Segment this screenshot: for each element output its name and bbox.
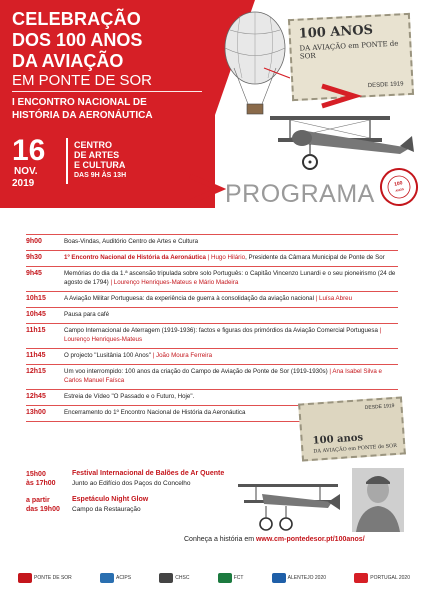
title-line-2: DOS 100 ANOS bbox=[12, 30, 143, 50]
program-row bbox=[26, 307, 398, 323]
logo-mark-icon bbox=[218, 573, 232, 583]
event-2-time-line1: a partir bbox=[26, 497, 50, 504]
program-text: Campo Internacional de Aterragem (1919-1936): factos e figuras dos primórdios da Aviação Comercial Portuguesa bbox=[64, 326, 378, 334]
stamp-top-title: 100 ANOS bbox=[298, 22, 374, 42]
program-speaker: | Hugo Hilário bbox=[205, 253, 246, 261]
logo-mark-icon bbox=[100, 573, 114, 583]
program-time: 9h00 bbox=[26, 238, 42, 245]
stamp-100-anos-mid bbox=[298, 396, 406, 461]
program-time: 11h15 bbox=[26, 326, 46, 334]
event-1-title: Festival Internacional de Balões de Ar Quente bbox=[72, 470, 225, 477]
program-time: 10h45 bbox=[26, 310, 46, 318]
title-line-4: EM PONTE DE SOR bbox=[12, 72, 153, 89]
program-time: 9h30 bbox=[26, 253, 42, 261]
program-time: 9h45 bbox=[26, 269, 42, 277]
sponsor-logo bbox=[272, 573, 326, 583]
sponsor-logo bbox=[100, 573, 131, 583]
chevron-arrow-icon bbox=[318, 82, 362, 110]
date-year: 2019 bbox=[12, 178, 35, 189]
program-row bbox=[26, 234, 398, 250]
program-speaker: | João Moura Ferreira bbox=[150, 351, 213, 359]
program-description bbox=[64, 352, 398, 361]
program-time: 13h00 bbox=[26, 408, 46, 416]
venue-line-1: CENTRO bbox=[74, 140, 112, 150]
event-1-time bbox=[26, 470, 56, 489]
header-divider bbox=[12, 91, 202, 92]
title-line-1: CELEBRAÇÃO bbox=[12, 9, 142, 29]
logo-label: PORTUGAL 2020 bbox=[370, 575, 410, 581]
sponsor-logo bbox=[18, 573, 72, 583]
sponsor-logo bbox=[159, 573, 189, 583]
program-speaker: | Lourenço Henriques-Mateus e Mário Madeira bbox=[108, 278, 239, 286]
program-description bbox=[64, 311, 398, 320]
program-row bbox=[26, 250, 398, 266]
logo-label: ALENTEJO 2020 bbox=[287, 575, 327, 581]
program-time: 10h15 bbox=[26, 294, 46, 302]
stamp-top-year: DESDE 1919 bbox=[367, 81, 404, 90]
event-2-time-line2: das 19h00 bbox=[26, 506, 60, 514]
program-row bbox=[26, 323, 398, 348]
venue-line-2: DE ARTES bbox=[74, 150, 120, 160]
event-2-place: Campo da Restauração bbox=[72, 506, 141, 513]
footer-website-link[interactable]: www.cm-pontedesor.pt/100anos/ bbox=[255, 536, 365, 543]
event-1-place: Junto ao Edifício dos Paços do Concelho bbox=[72, 480, 191, 487]
program-text: , Presidente da Câmara Municipal de Ponte de Sor bbox=[245, 253, 385, 261]
program-text: Um voo interrompido: 100 anos da criação do Campo de Aviação de Ponte de Sor (1919-1930s) bbox=[64, 367, 328, 375]
footer-prefix: Conheça a história em bbox=[184, 536, 256, 543]
programa-chevron-icon bbox=[186, 172, 226, 206]
program-text: Pausa para café bbox=[64, 310, 110, 318]
program-text: Boas-Vindas, Auditório Centro de Artes e Cultura bbox=[64, 238, 199, 245]
program-text: Encerramento do 1º Encontro Nacional de História da Aeronáutica bbox=[64, 408, 246, 416]
stamp-mid-title: 100 anos bbox=[312, 432, 364, 447]
date-month: NOV. bbox=[14, 166, 38, 177]
svg-text:100: 100 bbox=[393, 180, 404, 188]
logo-mark-icon bbox=[18, 573, 32, 583]
event-2-title: Espetáculo Night Glow bbox=[72, 496, 149, 503]
program-time: 11h45 bbox=[26, 351, 46, 359]
event-2-time bbox=[26, 496, 60, 515]
program-text: 1º Encontro Nacional de História da Aeronáutica bbox=[64, 253, 206, 261]
program-speaker: | Lourenço Henriques-Mateus bbox=[64, 326, 382, 343]
subtitle-line-2: HISTÓRIA DA AERONÁUTICA bbox=[12, 110, 153, 121]
venue-line-3: E CULTURA bbox=[74, 160, 126, 170]
logo-label: ACIPS bbox=[116, 575, 132, 581]
logo-label: FCT bbox=[233, 575, 244, 581]
stamp-top-subtitle: DA AVIAÇÃO em PONTE de SOR bbox=[299, 39, 399, 61]
program-text: O projecto "Lusitânia 100 Anos" bbox=[64, 351, 151, 359]
date-day: 16 bbox=[12, 134, 46, 167]
program-text: A Aviação Militar Portuguesa: da experiência de guerra à consolidação da aviação nacional bbox=[64, 294, 314, 302]
event-1-time-end: às 17h00 bbox=[26, 480, 56, 488]
date-separator bbox=[66, 138, 68, 184]
programa-heading: PROGRAMA bbox=[225, 180, 375, 208]
venue-hours: DAS 9H ÀS 13H bbox=[74, 172, 127, 179]
sponsor-logo bbox=[218, 573, 244, 583]
program-description bbox=[64, 254, 398, 263]
subtitle-line-1: I ENCONTRO NACIONAL DE bbox=[12, 97, 147, 108]
event-1-time-start: 15h00 bbox=[26, 471, 46, 478]
sponsor-logo bbox=[354, 573, 410, 583]
biplane-illustration-bottom bbox=[232, 478, 344, 534]
stamp-mid-subtitle: DA AVIAÇÃO em PONTE de SOR bbox=[313, 442, 398, 455]
stamp-mid-year: DESDE 1919 bbox=[364, 402, 395, 412]
logo-label: CHSC bbox=[175, 575, 190, 581]
program-row bbox=[26, 364, 398, 389]
logo-mark-icon bbox=[354, 573, 368, 583]
logo-mark-icon bbox=[159, 573, 173, 583]
sponsor-logos-strip bbox=[18, 566, 410, 590]
logo-label: PONTE DE SOR bbox=[34, 575, 72, 581]
program-text: Memórias do dia da 1.ª ascensão tripulada sobre solo Português: o Capitão Vincenzo Lunardi e o seu pioneirismo (24 de agosto de 1794) bbox=[64, 269, 396, 286]
program-description bbox=[64, 368, 398, 386]
program-time: 12h15 bbox=[26, 367, 46, 375]
program-row bbox=[26, 266, 398, 291]
program-row bbox=[26, 348, 398, 364]
program-description bbox=[64, 327, 398, 345]
program-time: 12h45 bbox=[26, 392, 46, 400]
biplane-illustration-top bbox=[250, 108, 418, 174]
program-row bbox=[26, 291, 398, 307]
program-speaker: | Luísa Abreu bbox=[313, 294, 353, 302]
program-table bbox=[26, 234, 398, 422]
program-description bbox=[64, 270, 398, 288]
svg-text:ANOS: ANOS bbox=[394, 187, 405, 193]
program-description bbox=[64, 238, 398, 247]
program-text: Estreia de Vídeo "O Passado e o Futuro, Hoje". bbox=[64, 392, 195, 400]
logo-mark-icon bbox=[272, 573, 286, 583]
program-speaker: | Ana Isabel Silva e Carlos Manuel Faísca bbox=[64, 367, 382, 384]
program-description bbox=[64, 295, 398, 304]
title-line-3: DA AVIAÇÃO bbox=[12, 51, 124, 71]
historical-portrait-photo bbox=[352, 468, 404, 532]
footer-link-text bbox=[184, 536, 365, 543]
